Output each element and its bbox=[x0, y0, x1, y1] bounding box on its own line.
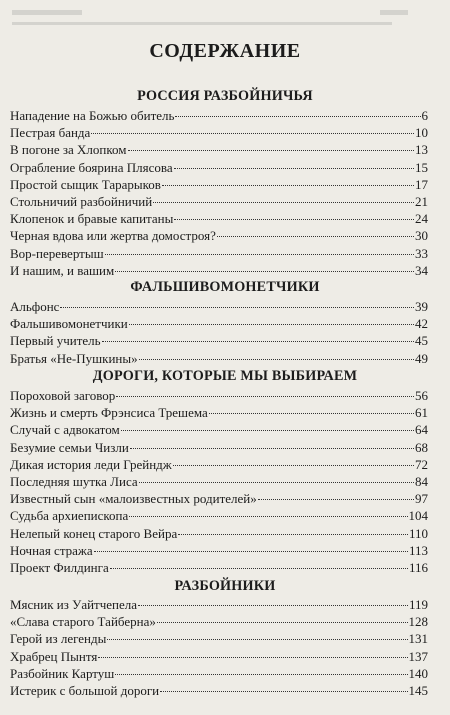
toc-entry-page-number: 137 bbox=[408, 648, 428, 664]
toc-entry-page-number: 119 bbox=[408, 597, 428, 612]
toc-entry-title: Пороховой заговор bbox=[10, 388, 116, 403]
toc-entry-page-number: 140 bbox=[408, 665, 428, 681]
toc-entry-title: Судьба архиепископа bbox=[10, 508, 129, 524]
toc-entry[interactable] bbox=[10, 160, 428, 177]
dot-leader bbox=[129, 324, 414, 325]
toc-entry-page-number: 34 bbox=[415, 262, 428, 278]
toc-entry-title: Первый учитель bbox=[10, 333, 101, 349]
toc-entry-page-number: 116 bbox=[408, 560, 428, 575]
dot-leader bbox=[107, 639, 407, 640]
toc-entry[interactable] bbox=[10, 422, 428, 439]
dot-leader bbox=[138, 605, 408, 606]
toc-entry-page-number: 128 bbox=[408, 614, 428, 630]
dot-leader bbox=[116, 396, 414, 397]
toc-entry-title: Истерик с большой дороги bbox=[10, 683, 160, 698]
toc-entry-page-number: 64 bbox=[415, 422, 428, 438]
toc-entry[interactable] bbox=[10, 316, 428, 333]
toc-entry-title: Ограбление боярина Плясова bbox=[10, 159, 173, 175]
toc-entry-page-number: 30 bbox=[415, 228, 428, 244]
toc-entry[interactable] bbox=[10, 246, 428, 263]
dot-leader bbox=[173, 465, 414, 466]
toc-entry-page-number: 45 bbox=[415, 333, 428, 349]
dot-leader bbox=[98, 657, 407, 658]
dot-leader bbox=[115, 271, 414, 272]
toc-entry-title: Дикая история леди Грейндж bbox=[10, 456, 172, 472]
toc-entry[interactable] bbox=[10, 649, 428, 666]
toc-entry-page-number: 17 bbox=[415, 176, 428, 192]
toc-entry-title: Пестрая банда bbox=[10, 125, 91, 141]
toc-entry-title: Нелепый конец старого Вейра bbox=[10, 525, 178, 541]
dot-leader bbox=[174, 219, 414, 220]
toc-entry-page-number: 13 bbox=[415, 142, 428, 158]
toc-entry-title: Безумие семьи Чизли bbox=[10, 439, 129, 455]
dot-leader bbox=[130, 448, 414, 449]
dot-leader bbox=[157, 622, 408, 623]
toc-entry-page-number: 56 bbox=[415, 388, 428, 403]
toc-entry-title: Фальшивомонетчики bbox=[10, 316, 128, 332]
dot-leader bbox=[178, 534, 408, 535]
toc-entry-page-number: 33 bbox=[415, 245, 428, 261]
dot-leader bbox=[115, 674, 407, 675]
toc-entry-page-number: 68 bbox=[415, 439, 428, 455]
page-title: СОДЕРЖАНИЕ bbox=[149, 40, 301, 62]
toc-entry-page-number: 145 bbox=[408, 683, 428, 698]
toc-entry[interactable] bbox=[10, 125, 428, 142]
toc-entry[interactable] bbox=[10, 474, 428, 491]
toc-entry-page-number: 113 bbox=[408, 542, 428, 558]
toc-entry[interactable] bbox=[10, 299, 428, 316]
toc-entry-page-number: 10 bbox=[415, 125, 428, 141]
toc-entry[interactable] bbox=[10, 491, 428, 508]
toc-entry[interactable] bbox=[10, 177, 428, 194]
toc-entry-title: Ночная стража bbox=[10, 542, 93, 558]
dot-leader bbox=[105, 254, 414, 255]
dot-leader bbox=[139, 359, 414, 360]
dot-leader bbox=[217, 236, 414, 237]
dot-leader bbox=[162, 185, 414, 186]
toc-entry-title: Братья «Не-Пушкины» bbox=[10, 350, 138, 366]
dot-leader bbox=[160, 691, 407, 692]
dot-leader bbox=[94, 551, 408, 552]
toc-entry[interactable] bbox=[10, 333, 428, 350]
toc-entry-page-number: 49 bbox=[415, 350, 428, 366]
toc-entry[interactable] bbox=[10, 508, 428, 525]
dot-leader bbox=[129, 516, 407, 517]
toc-entry-title: Простой сыщик Тарарыков bbox=[10, 176, 161, 192]
toc-entry-page-number: 61 bbox=[415, 405, 428, 421]
dot-leader bbox=[175, 116, 420, 117]
toc-entry-title: Нападение на Божью обитель bbox=[10, 108, 175, 123]
toc-entry-title: Известный сын «малоизвестных родителей» bbox=[10, 491, 257, 507]
toc-entry-title: Клопенок и бравые капитаны bbox=[10, 211, 174, 227]
toc-entry-page-number: 97 bbox=[415, 491, 428, 507]
section-heading: ФАЛЬШИВОМОНЕТЧИКИ bbox=[130, 279, 320, 295]
toc-entry-page-number: 21 bbox=[415, 194, 428, 209]
toc-entry-title: Храбрец Пынтя bbox=[10, 648, 98, 664]
toc-entry-page-number: 15 bbox=[415, 159, 428, 175]
toc-entry-page-number: 131 bbox=[408, 631, 428, 647]
toc-entry[interactable] bbox=[10, 440, 428, 457]
toc-entry[interactable] bbox=[10, 194, 428, 211]
toc-entry[interactable] bbox=[10, 211, 428, 228]
toc-entry[interactable] bbox=[10, 526, 428, 543]
toc-entry-page-number: 110 bbox=[408, 525, 428, 541]
toc-entry-title: Жизнь и смерть Фрэнсиса Трешема bbox=[10, 405, 208, 421]
toc-entry-title: Проект Филдинга bbox=[10, 560, 109, 575]
toc-entry-title: Случай с адвокатом bbox=[10, 422, 120, 438]
toc-entry-title: Вор-перевертыш bbox=[10, 245, 104, 261]
toc-entry-page-number: 42 bbox=[415, 316, 428, 332]
toc-entry[interactable] bbox=[10, 108, 428, 125]
toc-entry-title: Последняя шутка Лиса bbox=[10, 474, 138, 489]
toc-entry[interactable] bbox=[10, 631, 428, 648]
toc-entry[interactable] bbox=[10, 683, 428, 700]
dot-leader bbox=[102, 341, 414, 342]
section-heading: ДОРОГИ, КОТОРЫЕ МЫ ВЫБИРАЕМ bbox=[92, 368, 358, 384]
toc-entry-title: Черная вдова или жертва домостроя? bbox=[10, 228, 216, 244]
toc-entry[interactable] bbox=[10, 560, 428, 577]
toc-entry[interactable] bbox=[10, 405, 428, 422]
toc-entry[interactable] bbox=[10, 597, 428, 614]
toc-entry-title: И нашим, и вашим bbox=[10, 262, 115, 278]
dot-leader bbox=[128, 150, 415, 151]
toc-entry[interactable] bbox=[10, 351, 428, 368]
toc-entry-title: Мясник из Уайтчепела bbox=[10, 597, 138, 612]
toc-entry-title: В погоне за Хлопком bbox=[10, 142, 127, 158]
dot-leader bbox=[110, 568, 408, 569]
toc-entry[interactable] bbox=[10, 263, 428, 280]
dot-leader bbox=[258, 499, 414, 500]
toc-entry-page-number: 72 bbox=[415, 456, 428, 472]
dot-leader bbox=[209, 413, 414, 414]
section-heading: РАЗБОЙНИКИ bbox=[174, 578, 276, 594]
toc-entry-title: Альфонс bbox=[10, 299, 60, 314]
toc-entry[interactable] bbox=[10, 666, 428, 683]
dot-leader bbox=[174, 168, 414, 169]
dot-leader bbox=[153, 202, 414, 203]
toc-entry[interactable] bbox=[10, 614, 428, 631]
toc-entry-title: Герой из легенды bbox=[10, 631, 107, 647]
dot-leader bbox=[91, 133, 414, 134]
dot-leader bbox=[60, 307, 414, 308]
toc-entry-page-number: 84 bbox=[415, 474, 428, 489]
toc-entry-page-number: 104 bbox=[408, 508, 428, 524]
toc-entry[interactable] bbox=[10, 142, 428, 159]
toc-entry-page-number: 39 bbox=[415, 299, 428, 314]
toc-entry-title: Стольничий разбойничий bbox=[10, 194, 153, 209]
toc-entry[interactable] bbox=[10, 228, 428, 245]
toc-entry-title: «Слава старого Тайберна» bbox=[10, 614, 156, 630]
toc-entry[interactable] bbox=[10, 388, 428, 405]
toc-entry[interactable] bbox=[10, 457, 428, 474]
toc-entry-page-number: 24 bbox=[415, 211, 428, 227]
toc-entry-page-number: 6 bbox=[421, 108, 428, 123]
dot-leader bbox=[139, 482, 414, 483]
toc-entry-title: Разбойник Картуш bbox=[10, 665, 115, 681]
section-heading: РОССИЯ РАЗБОЙНИЧЬЯ bbox=[137, 88, 313, 104]
toc-entry[interactable] bbox=[10, 543, 428, 560]
dot-leader bbox=[121, 430, 414, 431]
